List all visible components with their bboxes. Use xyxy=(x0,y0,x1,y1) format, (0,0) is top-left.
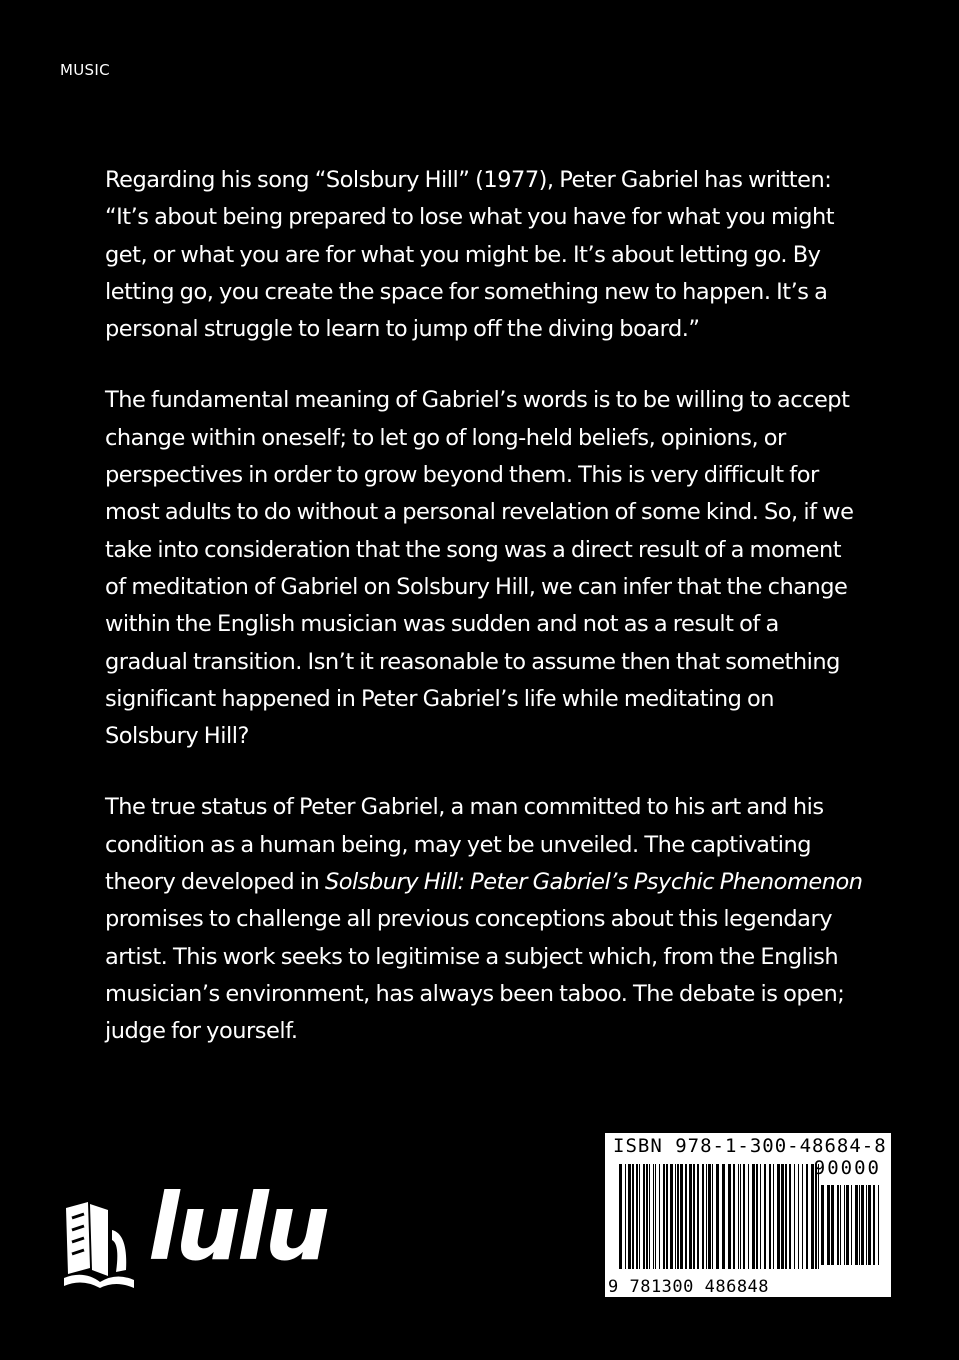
barcode-bar xyxy=(649,1164,650,1269)
barcode-bar xyxy=(666,1164,668,1269)
back-cover-blurb xyxy=(105,162,865,1085)
barcode-bar xyxy=(693,1164,695,1269)
barcode-bar xyxy=(781,1164,784,1269)
barcode-bar xyxy=(798,1164,799,1269)
barcode-bar xyxy=(743,1164,745,1269)
barcode-bar xyxy=(643,1164,645,1269)
barcode-bar xyxy=(752,1164,755,1269)
barcode-bar xyxy=(740,1164,741,1269)
barcode-bar xyxy=(866,1185,867,1265)
barcode-main-bars xyxy=(619,1164,819,1269)
isbn-barcode xyxy=(605,1133,891,1297)
barcode-addon-bars xyxy=(821,1185,881,1265)
blurb-paragraph-1: Regarding his song “Solsbury Hill” (1977), Peter Gabriel has written: “It’s about being prepared to lose what you have for what you might get, or what you are for what you might be. It’s about letting go. By letting go, you create the space for something new to happen. It’s a personal struggle to learn to jump off the diving board.” xyxy=(105,167,835,343)
barcode-bar xyxy=(760,1164,761,1269)
barcode-bar xyxy=(659,1164,660,1269)
barcode-bar xyxy=(738,1164,739,1269)
blurb-p3-intro: The true status of Peter Gabriel, a man committed to his art and his condition as a human being, may yet be unveiled. The captivating theory developed in xyxy=(105,794,824,896)
barcode-bar xyxy=(821,1185,824,1265)
barcode-bar xyxy=(619,1164,622,1269)
barcode-bar xyxy=(733,1164,735,1269)
blurb-paragraph-3 xyxy=(105,789,865,1050)
barcode-bar xyxy=(625,1164,626,1269)
barcode-bar xyxy=(855,1185,858,1265)
barcode-bar xyxy=(712,1164,713,1269)
barcode-bar xyxy=(722,1164,725,1269)
barcode-bar xyxy=(670,1164,673,1269)
barcode-bar xyxy=(773,1164,774,1269)
price-code: 90000 xyxy=(813,1157,881,1179)
barcode-bar xyxy=(840,1185,841,1265)
barcode-bar xyxy=(748,1164,749,1269)
barcode-bar xyxy=(628,1164,631,1269)
barcode-bar xyxy=(859,1185,860,1265)
barcode-bar xyxy=(702,1164,704,1269)
barcode-bar xyxy=(861,1185,864,1265)
barcode-bar xyxy=(837,1185,839,1265)
barcode-bar xyxy=(756,1164,758,1269)
barcode-bar xyxy=(639,1164,640,1269)
barcode-bar xyxy=(764,1164,766,1269)
barcode-bar xyxy=(806,1164,808,1269)
barcode-bar xyxy=(846,1185,849,1265)
barcode-bar xyxy=(873,1185,875,1265)
barcode-bar xyxy=(811,1164,814,1269)
barcode-bar xyxy=(632,1164,634,1269)
barcode-bar xyxy=(818,1164,819,1269)
publisher-logo xyxy=(60,1174,335,1300)
barcode-digits: 9 781300 486848 xyxy=(608,1277,770,1297)
book-icon xyxy=(60,1200,140,1295)
barcode-bar xyxy=(663,1164,665,1269)
barcode-bar xyxy=(827,1185,830,1265)
barcode-bar xyxy=(769,1164,771,1269)
barcode-bar xyxy=(677,1164,679,1269)
barcode-bar xyxy=(728,1164,731,1269)
barcode-bar xyxy=(675,1164,676,1269)
barcode-bar xyxy=(706,1164,707,1269)
barcode-bar xyxy=(802,1164,803,1269)
barcode-bar xyxy=(653,1164,654,1269)
barcode-bar xyxy=(831,1185,834,1265)
barcode-bar xyxy=(789,1164,791,1269)
book-title-italic: Solsbury Hill: Peter Gabriel’s Psychic Phenomenon xyxy=(324,869,863,896)
barcode-bar xyxy=(708,1164,711,1269)
barcode-bar xyxy=(851,1185,852,1265)
barcode-bar xyxy=(655,1164,656,1269)
barcode-bar xyxy=(685,1164,687,1269)
barcode-bar xyxy=(785,1164,787,1269)
category-label: MUSIC xyxy=(60,61,110,79)
barcode-bar xyxy=(794,1164,795,1269)
barcode-bar xyxy=(697,1164,699,1269)
barcode-bar xyxy=(844,1185,845,1265)
barcode-bar xyxy=(878,1185,879,1265)
barcode-bar xyxy=(815,1164,817,1269)
blurb-paragraph-2: The fundamental meaning of Gabriel’s words is to be willing to accept change within oneself; to let go of long-held beliefs, opinions, or perspectives in order to grow beyond them. This is very difficult for most adults to do without a personal revelation of some kind. So, if we take into consideration that the song was a direct result of a moment of meditation of Gabriel on Solsbury Hill, we can infer that the change within the English musician was sudden and not as a result of a gradual transition. Isn’t it reasonable to assume then that something significant happened in Peter Gabriel’s life while meditating on Solsbury Hill? xyxy=(105,387,854,750)
blurb-p3-outro: promises to challenge all previous conceptions about this legendary artist. This work seeks to legitimise a subject which, from the English musician’s environment, has always been taboo. The debate is open; judge for yourself. xyxy=(105,906,845,1045)
barcode-bar xyxy=(689,1164,692,1269)
barcode-bar xyxy=(777,1164,780,1269)
isbn-label: ISBN 978-1-300-48684-8 xyxy=(613,1135,887,1157)
barcode-bar xyxy=(680,1164,683,1269)
barcode-bar xyxy=(646,1164,648,1269)
barcode-bar xyxy=(868,1185,871,1265)
barcode-bar xyxy=(636,1164,638,1269)
publisher-logo-text: lulu xyxy=(148,1174,327,1281)
barcode-bar xyxy=(716,1164,719,1269)
